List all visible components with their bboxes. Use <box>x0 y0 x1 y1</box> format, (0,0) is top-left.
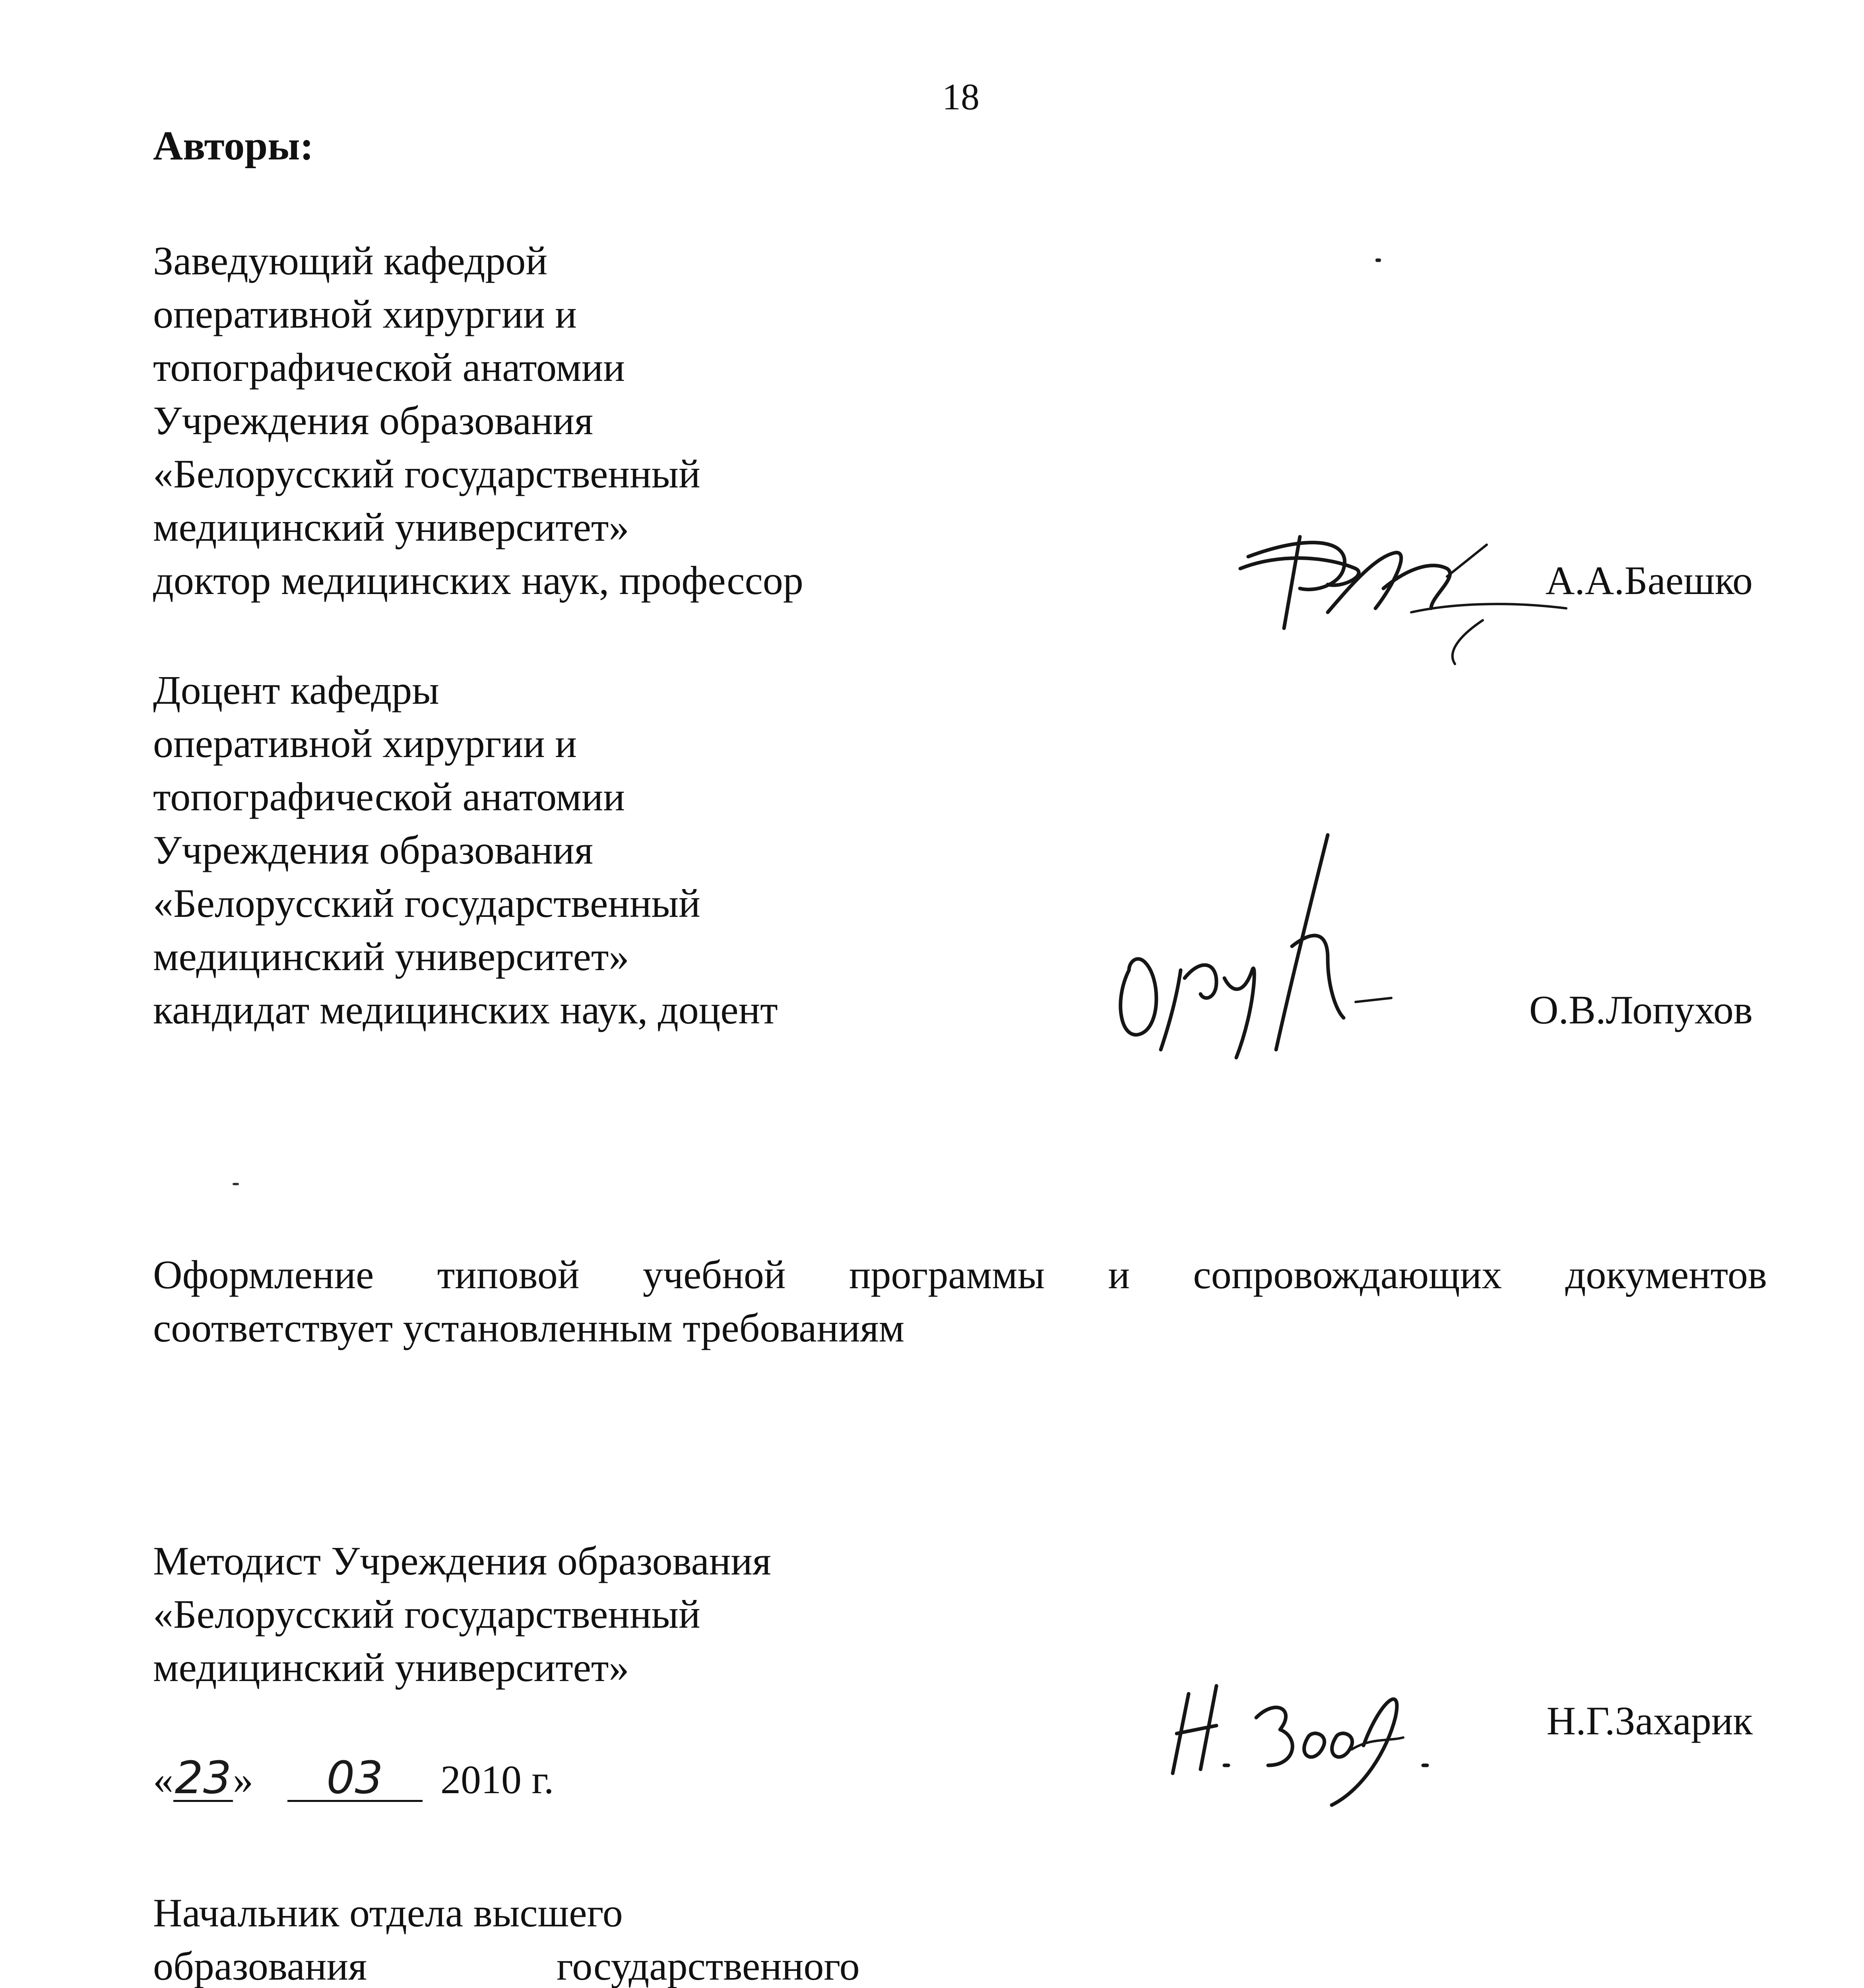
author2-line: «Белорусский государственный <box>153 881 700 926</box>
scan-speck <box>1375 258 1381 262</box>
methodist-date <box>153 1753 554 1807</box>
head-line2-left: образования <box>153 1944 367 1988</box>
methodist-name: Н.Г.Захарик <box>1546 1699 1753 1743</box>
author2-line: кандидат медицинских наук, доцент <box>153 988 778 1033</box>
author1-name: А.А.Баешко <box>1545 558 1753 603</box>
methodist-line: «Белорусский государственный <box>153 1592 700 1637</box>
author2-line: Учреждения образования <box>153 828 594 873</box>
author1-line: оперативной хирургии и <box>153 292 577 337</box>
methodist-line: медицинский университет» <box>153 1645 629 1690</box>
head-line2-right: государственного <box>557 1944 860 1988</box>
author1-position <box>153 235 803 608</box>
statement-line1: Оформление типовой учебной программы и сопровождающих документов <box>153 1252 1767 1297</box>
date-month-field: 03 <box>287 1756 423 1802</box>
author2-line: Доцент кафедры <box>153 668 439 713</box>
author2-signature <box>1105 827 1423 1066</box>
date-quote-open: « <box>153 1757 173 1802</box>
methodist-signature <box>1165 1670 1443 1821</box>
date-day-field: 23 <box>173 1756 233 1802</box>
head-line1: Начальник отдела высшего <box>153 1891 623 1936</box>
author2-line: топографической анатомии <box>153 775 625 819</box>
author1-line: топографической анатомии <box>153 345 625 390</box>
author1-line: «Белорусский государственный <box>153 452 700 497</box>
author2-line: медицинский университет» <box>153 934 629 979</box>
author1-line: Заведующий кафедрой <box>153 239 547 283</box>
statement-line2: соответствует установленным требованиям <box>153 1306 905 1351</box>
author1-line: доктор медицинских наук, профессор <box>153 558 803 603</box>
page-number: 18 <box>942 76 980 118</box>
date-year: 2010 г. <box>440 1757 554 1802</box>
author1-line: медицинский университет» <box>153 505 629 550</box>
author2-name: О.В.Лопухов <box>1529 988 1753 1033</box>
author2-position <box>153 664 778 1037</box>
author2-line: оперативной хирургии и <box>153 721 577 766</box>
scan-speck <box>233 1183 239 1185</box>
authors-heading: Авторы: <box>153 123 314 169</box>
author1-line: Учреждения образования <box>153 398 594 443</box>
date-quote-close: » <box>233 1757 253 1802</box>
methodist-position <box>153 1535 771 1695</box>
author1-signature <box>1224 509 1582 676</box>
methodist-line: Методист Учреждения образования <box>153 1539 771 1584</box>
